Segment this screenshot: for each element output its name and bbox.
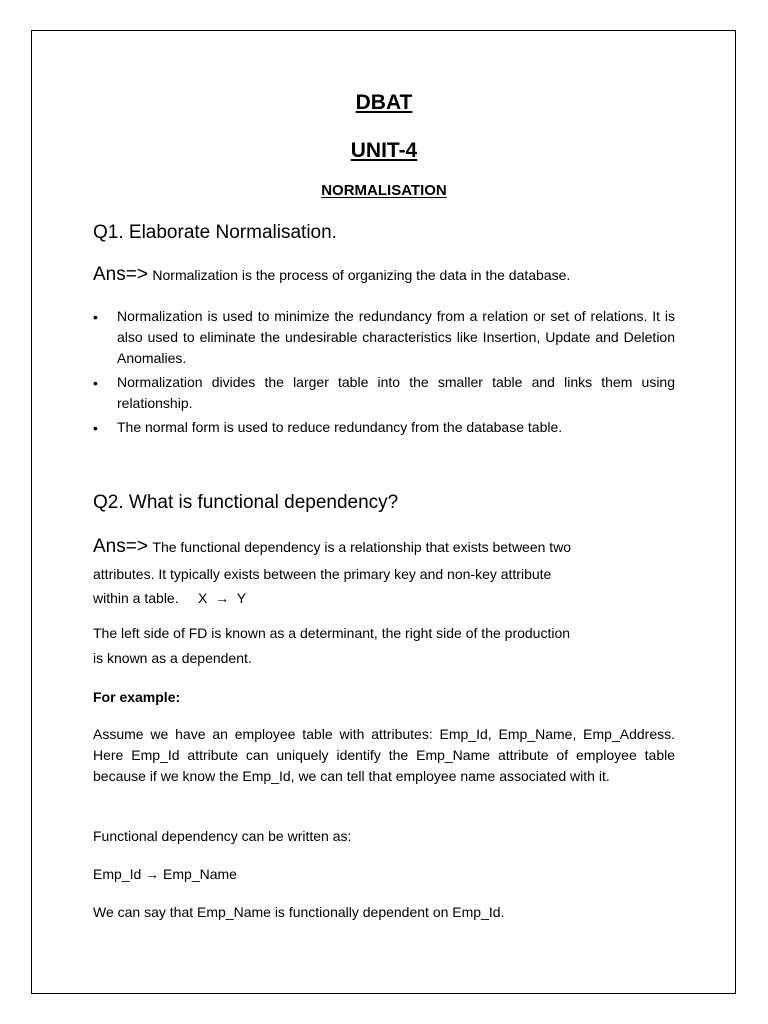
list-item	[93, 372, 675, 414]
bullet-icon: •	[93, 420, 98, 436]
fd-formula: Emp_Id → Emp_Name	[93, 866, 237, 882]
list-item	[93, 417, 675, 438]
answer-1-lead: Ans=>	[93, 264, 148, 285]
bullet-text: Normalization is used to minimize the redundancy from a relation or set of relations. It is also used to eliminate the undesirable characteristics like Insertion, Update and Deletion Anomalies.	[117, 308, 675, 366]
determinant-line-2: is known as a dependent.	[93, 650, 252, 666]
answer-2-line-1: The functional dependency is a relationship that exists between two	[152, 539, 572, 555]
answer-1-text: Normalization is the process of organizing the data in the database.	[152, 267, 571, 283]
answer-2-line-3: within a table. X → Y	[93, 590, 247, 606]
answer-1	[93, 264, 675, 286]
determinant-line-1: The left side of FD is known as a determinant, the right side of the production	[93, 625, 571, 641]
example-paragraph: Assume we have an employee table with attributes: Emp_Id, Emp_Name, Emp_Address. Here Emp_Id attribute can uniquely identify the Emp_Name attribute of employee table because if we know the Emp_Id, we can tell that employee name associated with it.	[93, 726, 675, 784]
question-1: Q1. Elaborate Normalisation.	[93, 222, 337, 243]
unit-heading: UNIT-4	[350, 139, 418, 162]
answer-2-line-2: attributes. It typically exists between the primary key and non-key attribute	[93, 566, 552, 582]
normalisation-bullets	[93, 306, 675, 441]
bullet-text: The normal form is used to reduce redundancy from the database table.	[117, 419, 563, 435]
bullet-icon: •	[93, 309, 98, 325]
conclusion-text: We can say that Emp_Name is functionally dependent on Emp_Id.	[93, 904, 505, 920]
written-as-text: Functional dependency can be written as:	[93, 828, 352, 844]
example-heading: For example:	[93, 689, 181, 705]
answer-2-lead: Ans=>	[93, 536, 148, 557]
answer-2	[93, 536, 675, 558]
bullet-text: Normalization divides the larger table into the smaller table and links them using relationship.	[117, 374, 675, 411]
document-title: DBAT	[355, 91, 413, 114]
question-2: Q2. What is functional dependency?	[93, 492, 399, 513]
list-item	[93, 306, 675, 369]
topic-heading: NORMALISATION	[321, 182, 447, 199]
bullet-icon: •	[93, 375, 98, 391]
